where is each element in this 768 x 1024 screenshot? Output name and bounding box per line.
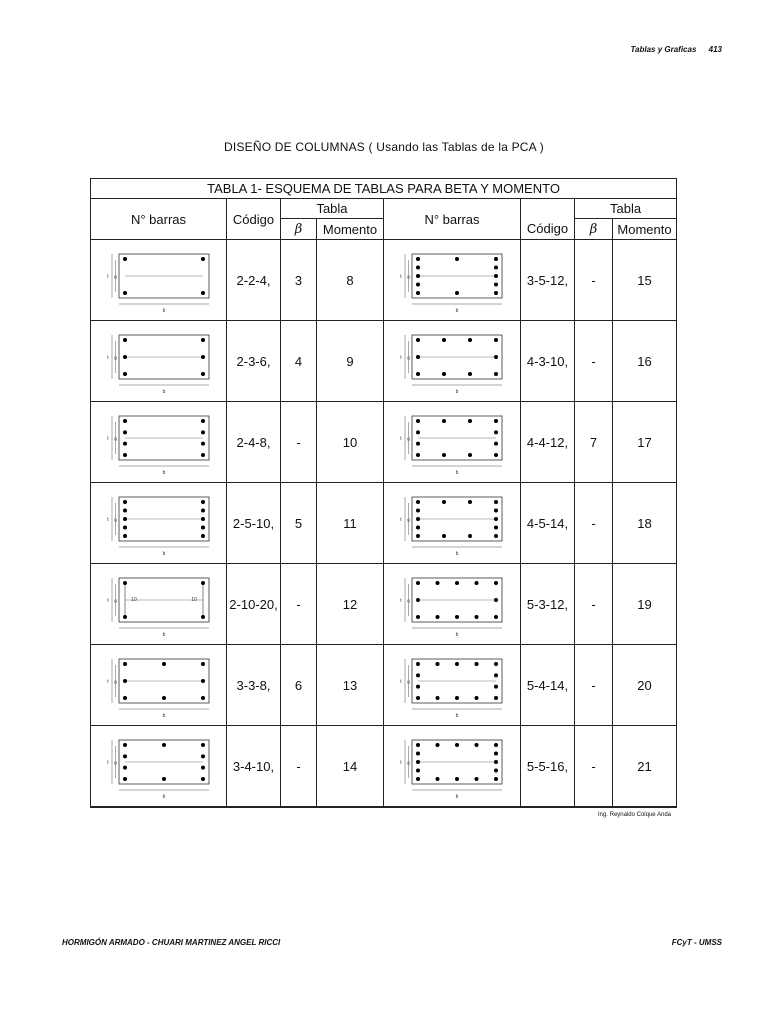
column-section-diagram [396, 570, 508, 638]
rebar-dot [416, 283, 420, 287]
rebar-dot [123, 419, 127, 423]
rebar-dot [201, 766, 205, 770]
rebar-dot [455, 615, 459, 619]
dimension-b-label: b [455, 713, 459, 719]
rebar-dot [494, 509, 498, 513]
rebar-dot [494, 500, 498, 504]
rebar-dot [475, 696, 479, 700]
column-section-diagram [103, 732, 215, 800]
rebar-dot [201, 615, 205, 619]
col-header-momento: Momento [317, 219, 384, 240]
rebar-dot [494, 442, 498, 446]
beta-cell: - [575, 564, 613, 645]
rebar-dot [201, 372, 205, 376]
bar-layout-sketch [384, 483, 521, 564]
codigo-cell: 5-3-12, [521, 564, 575, 645]
bar-layout-sketch [91, 240, 227, 321]
rebar-dot [416, 291, 420, 295]
column-section-diagram [103, 489, 215, 557]
rebar-dot [162, 777, 166, 781]
rebar-dot [468, 453, 472, 457]
dimension-g-label: g [113, 274, 117, 279]
rebar-dot [201, 419, 205, 423]
rebar-dot [468, 419, 472, 423]
rebar-dot [494, 453, 498, 457]
rebar-dot [123, 581, 127, 585]
rebar-dot [468, 372, 472, 376]
bar-layout-sketch [384, 564, 521, 645]
codigo-cell: 5-4-14, [521, 645, 575, 726]
table-row [91, 240, 677, 321]
bar-layout-sketch [91, 645, 227, 726]
table-row [91, 564, 677, 645]
dimension-g-label: g [113, 760, 117, 765]
rebar-dot [123, 453, 127, 457]
column-section-diagram [396, 327, 508, 395]
dimension-b-label: b [162, 713, 165, 719]
dimension-t-label: t [106, 436, 109, 442]
rebar-dot [494, 283, 498, 287]
dimension-b-label: b [162, 470, 165, 476]
rebar-dot [416, 517, 420, 521]
rebar-dot [455, 743, 459, 747]
momento-cell: 14 [317, 726, 384, 808]
dimension-b-label: b [455, 308, 459, 314]
rebar-dot [494, 769, 498, 773]
rebar-dot [123, 257, 127, 261]
bar-layout-sketch [91, 402, 227, 483]
rebar-dot [123, 355, 127, 359]
dimension-t-label: t [400, 355, 402, 361]
column-section-diagram [396, 732, 508, 800]
rebar-dot [475, 743, 479, 747]
codigo-cell: 3-5-12, [521, 240, 575, 321]
rebar-dot [416, 453, 420, 457]
dimension-t-label: t [400, 598, 402, 604]
dimension-t-label: t [400, 274, 402, 280]
author-credit: Ing. Reynaldo Colque Anda [597, 812, 671, 818]
codigo-cell: 2-4-8, [227, 402, 281, 483]
page-title: DISEÑO DE COLUMNAS ( Usando las Tablas de la PCA ) [224, 140, 544, 154]
rebar-dot [123, 696, 127, 700]
page-number: 413 [708, 45, 722, 54]
rebar-dot [416, 442, 420, 446]
rebar-dot [494, 291, 498, 295]
rebar-dot [416, 338, 420, 342]
dimension-t-label: t [106, 760, 109, 766]
column-section-diagram [103, 246, 215, 314]
col-header-barras-right: N° barras [384, 199, 521, 240]
rebar-dot [162, 662, 166, 666]
rebar-dot [123, 509, 127, 513]
momento-cell: 12 [317, 564, 384, 645]
rebar-dot [468, 534, 472, 538]
dimension-t-label: t [106, 679, 109, 685]
dimension-t-label: t [106, 355, 109, 361]
rebar-dot [494, 430, 498, 434]
beta-cell: - [281, 402, 317, 483]
rebar-dot [436, 743, 440, 747]
rebar-dot [201, 696, 205, 700]
momento-cell: 17 [613, 402, 677, 483]
rebar-dot [416, 274, 420, 278]
rebar-dot [201, 534, 205, 538]
rebar-dot [416, 266, 420, 270]
dimension-t-label: t [106, 598, 109, 604]
rebar-dot [436, 581, 440, 585]
rebar-dot [494, 743, 498, 747]
dimension-t-label: t [106, 517, 109, 523]
rebar-dot [494, 685, 498, 689]
beta-cell: - [575, 240, 613, 321]
col-header-beta: β [281, 219, 317, 240]
dimension-g-label: g [113, 517, 117, 522]
column-section-diagram [396, 489, 508, 557]
rebar-dot [442, 338, 446, 342]
col-header-tabla-right: Tabla [575, 199, 677, 219]
rebar-dot [416, 372, 420, 376]
dimension-b-label: b [455, 632, 459, 638]
dimension-g-label: g [407, 436, 410, 441]
dimension-g-label: g [407, 598, 410, 603]
rebar-dot [468, 338, 472, 342]
rebar-dot [123, 615, 127, 619]
bar-layout-sketch [384, 402, 521, 483]
col-header-momento-right: Momento [613, 219, 677, 240]
dimension-g-label: g [407, 679, 410, 684]
codigo-cell: 5-5-16, [521, 726, 575, 808]
codigo-cell: 3-4-10, [227, 726, 281, 808]
rebar-dot [123, 662, 127, 666]
rebar-dot [468, 500, 472, 504]
codigo-cell: 4-5-14, [521, 483, 575, 564]
beta-cell: - [575, 726, 613, 808]
beta-cell: 7 [575, 402, 613, 483]
bar-layout-sketch [384, 240, 521, 321]
momento-cell: 15 [613, 240, 677, 321]
bar-layout-sketch [91, 564, 227, 645]
dimension-g-label: g [113, 598, 117, 603]
rebar-dot [494, 777, 498, 781]
rebar-dot [494, 673, 498, 677]
bar-layout-sketch [91, 483, 227, 564]
rebar-dot [416, 509, 420, 513]
dimension-t-label: t [400, 760, 402, 766]
rebar-dot [201, 291, 205, 295]
dimension-b-label: b [455, 794, 459, 800]
rebar-dot [201, 500, 205, 504]
rebar-dot [494, 696, 498, 700]
momento-cell: 16 [613, 321, 677, 402]
rebar-dot [494, 662, 498, 666]
rebar-dot [475, 662, 479, 666]
dimension-g-label: g [113, 355, 117, 360]
dimension-t-label: t [400, 679, 402, 685]
dimension-g-label: g [113, 679, 117, 684]
rebar-dot [201, 679, 205, 683]
beta-cell: 6 [281, 645, 317, 726]
col-header-tabla: Tabla [281, 199, 384, 219]
rebar-dot [494, 615, 498, 619]
rebar-dot [416, 355, 420, 359]
rebar-dot [475, 615, 479, 619]
rebar-dot [416, 526, 420, 530]
dimension-t-label: t [400, 517, 402, 523]
rebar-dot [201, 338, 205, 342]
dimension-b-label: b [162, 308, 165, 314]
rebar-dot [442, 419, 446, 423]
col-header-codigo-right-top [521, 199, 575, 219]
table-row [91, 726, 677, 808]
rebar-dot [123, 766, 127, 770]
codigo-cell: 2-10-20, [227, 564, 281, 645]
rebar-dot [494, 760, 498, 764]
momento-cell: 10 [317, 402, 384, 483]
beta-cell: 4 [281, 321, 317, 402]
rebar-dot [494, 419, 498, 423]
rebar-dot [416, 534, 420, 538]
rebar-dot [455, 257, 459, 261]
rebar-dot [436, 662, 440, 666]
dimension-b-label: b [455, 551, 459, 557]
rebar-dot [416, 777, 420, 781]
col-header-barras: N° barras [91, 199, 227, 240]
rebar-dot [494, 355, 498, 359]
beta-cell: - [281, 726, 317, 808]
codigo-cell: 4-3-10, [521, 321, 575, 402]
rebar-dot [201, 743, 205, 747]
rebar-dot [475, 777, 479, 781]
bar-layout-sketch [384, 645, 521, 726]
rebar-dot [416, 685, 420, 689]
rebar-dot [416, 500, 420, 504]
dimension-t-label: t [400, 436, 402, 442]
codigo-cell: 4-4-12, [521, 402, 575, 483]
rebar-dot [162, 743, 166, 747]
col-header-codigo: Código [227, 199, 281, 240]
codigo-cell: 2-5-10, [227, 483, 281, 564]
rebar-dot [201, 526, 205, 530]
table-row [91, 321, 677, 402]
beta-cell: 5 [281, 483, 317, 564]
rebar-dot [416, 752, 420, 756]
table-row [91, 402, 677, 483]
rebar-dot [416, 760, 420, 764]
beta-cell: - [281, 564, 317, 645]
rebar-dot [201, 777, 205, 781]
rebar-dot [123, 500, 127, 504]
rebar-dot [455, 662, 459, 666]
rebar-dot [416, 662, 420, 666]
rebar-dot [416, 769, 420, 773]
rebar-dot [201, 430, 205, 434]
momento-cell: 19 [613, 564, 677, 645]
rebar-dot [201, 517, 205, 521]
rebar-dot [442, 372, 446, 376]
rebar-dot [201, 453, 205, 457]
rebar-dot [494, 372, 498, 376]
rebar-dot [416, 419, 420, 423]
rebar-dot [494, 581, 498, 585]
rebar-dot [416, 430, 420, 434]
rebar-dot [455, 291, 459, 295]
bar-layout-sketch [384, 726, 521, 808]
col-header-codigo-right: Código [521, 219, 575, 240]
beta-cell: - [575, 483, 613, 564]
rebar-dot [436, 615, 440, 619]
dimension-b-label: b [162, 794, 165, 800]
rebar-dot [442, 500, 446, 504]
momento-cell: 21 [613, 726, 677, 808]
dimension-b-label: b [162, 632, 165, 638]
dimension-b-label: b [455, 470, 459, 476]
rebar-dot [455, 581, 459, 585]
codigo-cell: 2-3-6, [227, 321, 281, 402]
rebar-dot [416, 696, 420, 700]
table-caption: TABLA 1- ESQUEMA DE TABLAS PARA BETA Y MOMENTO [91, 179, 677, 199]
bar-layout-sketch [384, 321, 521, 402]
rebar-dot [201, 754, 205, 758]
codigo-cell: 2-2-4, [227, 240, 281, 321]
rebar-dot [475, 581, 479, 585]
dimension-t-label: t [106, 274, 109, 280]
rebar-dot [442, 534, 446, 538]
rebar-dot [494, 752, 498, 756]
bar-layout-sketch [91, 321, 227, 402]
bar-count-label: 10 [130, 597, 137, 603]
table-row [91, 645, 677, 726]
rebar-dot [201, 662, 205, 666]
footer-right: FCyT - UMSS [671, 938, 722, 947]
column-section-diagram [103, 327, 215, 395]
rebar-dot [494, 257, 498, 261]
column-section-diagram [396, 651, 508, 719]
rebar-dot [123, 777, 127, 781]
codigo-cell: 3-3-8, [227, 645, 281, 726]
footer-left: HORMIGÓN ARMADO - CHUARI MARTINEZ ANGEL RICCI [62, 938, 281, 947]
beta-cell: - [575, 321, 613, 402]
rebar-dot [494, 526, 498, 530]
rebar-dot [416, 598, 420, 602]
dimension-b-label: b [162, 551, 165, 557]
rebar-dot [494, 274, 498, 278]
column-section-diagram [103, 651, 215, 719]
momento-cell: 20 [613, 645, 677, 726]
bar-count-label: 10 [190, 597, 197, 603]
rebar-dot [201, 509, 205, 513]
column-section-diagram [396, 246, 508, 314]
header-section: Tablas y Graficas [630, 45, 697, 54]
rebar-dot [455, 696, 459, 700]
beta-cell: 3 [281, 240, 317, 321]
momento-cell: 8 [317, 240, 384, 321]
table-row [91, 483, 677, 564]
dimension-g-label: g [407, 274, 410, 279]
rebar-dot [436, 777, 440, 781]
dimension-g-label: g [407, 517, 410, 522]
rebar-dot [201, 581, 205, 585]
rebar-dot [442, 453, 446, 457]
momento-cell: 18 [613, 483, 677, 564]
dimension-g-label: g [407, 355, 410, 360]
rebar-dot [123, 526, 127, 530]
rebar-dot [123, 679, 127, 683]
col-header-beta-right: β [575, 219, 613, 240]
rebar-dot [455, 777, 459, 781]
rebar-dot [162, 696, 166, 700]
rebar-dot [416, 581, 420, 585]
rebar-dot [123, 442, 127, 446]
column-section-diagram [103, 570, 215, 638]
rebar-dot [201, 257, 205, 261]
rebar-dot [416, 673, 420, 677]
rebar-dot [416, 615, 420, 619]
rebar-dot [123, 517, 127, 521]
rebar-dot [123, 430, 127, 434]
column-section-diagram [396, 408, 508, 476]
rebar-dot [123, 743, 127, 747]
dimension-b-label: b [455, 389, 459, 395]
rebar-dot [123, 338, 127, 342]
rebar-dot [494, 534, 498, 538]
rebar-dot [494, 338, 498, 342]
rebar-dot [123, 291, 127, 295]
rebar-dot [123, 372, 127, 376]
rebar-dot [416, 743, 420, 747]
rebar-dot [123, 754, 127, 758]
rebar-dot [201, 355, 205, 359]
dimension-b-label: b [162, 389, 165, 395]
pca-table [90, 178, 677, 808]
momento-cell: 13 [317, 645, 384, 726]
rebar-dot [494, 266, 498, 270]
rebar-dot [436, 696, 440, 700]
dimension-g-label: g [407, 760, 410, 765]
rebar-dot [416, 257, 420, 261]
dimension-g-label: g [113, 436, 117, 441]
rebar-dot [123, 534, 127, 538]
rebar-dot [201, 442, 205, 446]
momento-cell: 9 [317, 321, 384, 402]
column-section-diagram [103, 408, 215, 476]
rebar-dot [494, 517, 498, 521]
rebar-dot [494, 598, 498, 602]
beta-cell: - [575, 645, 613, 726]
bar-layout-sketch [91, 726, 227, 808]
page-header [630, 45, 722, 54]
momento-cell: 11 [317, 483, 384, 564]
